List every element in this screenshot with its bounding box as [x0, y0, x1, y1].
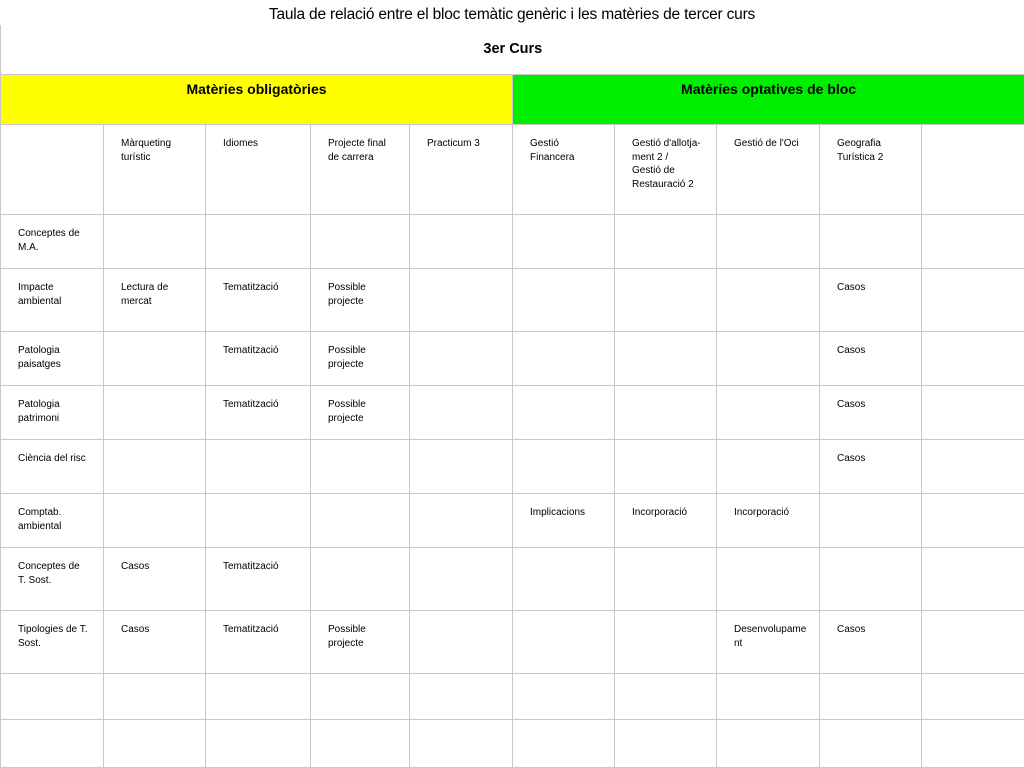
table-row [1, 494, 1024, 548]
cell-text [513, 332, 614, 344]
table-cell [206, 215, 311, 269]
table-cell [615, 215, 717, 269]
table-cell [820, 269, 922, 332]
cell-text [615, 332, 716, 344]
table-cell [922, 674, 1024, 720]
table-cell [922, 720, 1024, 768]
table-cell [104, 215, 206, 269]
table-cell [410, 494, 513, 548]
row-header-label [1, 720, 103, 732]
table-cell [206, 440, 311, 494]
table-cell [410, 269, 513, 332]
cell-text: Desenvolupame nt [734, 624, 807, 649]
table-row [1, 440, 1024, 494]
row-header-label: Tipologies de T. Sost. [18, 624, 88, 649]
cell-text [922, 674, 1024, 686]
table-cell [410, 611, 513, 674]
table-cell [410, 386, 513, 440]
cell-text [311, 215, 409, 227]
cell-text [922, 494, 1024, 506]
table-cell [104, 548, 206, 611]
mandatory-group-header [1, 75, 513, 125]
cell-text: Possible projecte [328, 624, 366, 649]
cell-text [513, 269, 614, 281]
cell-text: Lectura de mercat [121, 282, 169, 307]
row-header-label: Comptab. ambiental [18, 507, 62, 532]
cell-text [104, 215, 205, 227]
cell-text: Casos [837, 453, 866, 464]
table-cell [513, 720, 615, 768]
table-cell [410, 215, 513, 269]
cell-text [717, 269, 819, 281]
subject-header-cell [717, 125, 820, 215]
cell-text [820, 215, 921, 227]
table-cell [104, 494, 206, 548]
table-cell [615, 494, 717, 548]
cell-text [717, 332, 819, 344]
cell-text [615, 269, 716, 281]
cell-text [922, 611, 1024, 623]
table-cell [410, 548, 513, 611]
cell-text [513, 548, 614, 560]
table-cell [615, 386, 717, 440]
table-cell [206, 332, 311, 386]
cell-text [410, 548, 512, 560]
cell-text [922, 215, 1024, 227]
subject-header-cell [410, 125, 513, 215]
cell-text: Casos [837, 624, 866, 635]
cell-text: Possible projecte [328, 282, 366, 307]
table-cell [513, 548, 615, 611]
table-cell [104, 332, 206, 386]
table-cell [717, 548, 820, 611]
cell-text [717, 215, 819, 227]
page-title: Taula de relació entre el bloc temàtic genèric i les matèries de tercer curs [268, 6, 756, 23]
cell-text [922, 386, 1024, 398]
subject-header-label [922, 125, 1024, 137]
table-row [1, 269, 1024, 332]
table-cell [206, 720, 311, 768]
cell-text [513, 215, 614, 227]
subject-header-row [1, 125, 1024, 215]
cell-text [717, 720, 819, 732]
cell-text [717, 674, 819, 686]
row-header-label: Ciència del risc [18, 453, 86, 464]
cell-text [104, 386, 205, 398]
table-cell [513, 269, 615, 332]
row-header-label: Patologia paisatges [18, 345, 61, 370]
cell-text [410, 494, 512, 506]
table-cell [206, 548, 311, 611]
cell-text [513, 720, 614, 732]
subject-header-cell [206, 125, 311, 215]
table-cell [513, 674, 615, 720]
cell-text [615, 611, 716, 623]
table-row [1, 720, 1024, 768]
table-cell [311, 386, 410, 440]
subject-header-cell [615, 125, 717, 215]
table-cell [410, 440, 513, 494]
cell-text [206, 720, 310, 732]
cell-text: Possible projecte [328, 345, 366, 370]
table-row [1, 386, 1024, 440]
row-header-label: Impacte ambiental [18, 282, 62, 307]
row-header-label: Patologia patrimoni [18, 399, 60, 424]
cell-text: Tematització [223, 561, 279, 572]
row-header-cell [1, 548, 104, 611]
cell-text: Tematització [223, 399, 279, 410]
table-cell [615, 269, 717, 332]
table-cell [717, 215, 820, 269]
cell-text [410, 611, 512, 623]
table-cell [615, 332, 717, 386]
subject-header-cell [1, 125, 104, 215]
table-cell [820, 215, 922, 269]
table-cell [717, 269, 820, 332]
mandatory-group-label: Matèries obligatòries [186, 81, 327, 97]
course-header: 3er Curs [1, 25, 1024, 75]
table-cell [104, 611, 206, 674]
row-header-cell [1, 386, 104, 440]
table-cell [513, 494, 615, 548]
cell-text [104, 720, 205, 732]
table-cell [104, 269, 206, 332]
table-row [1, 611, 1024, 674]
cell-text [717, 548, 819, 560]
cell-text [410, 674, 512, 686]
table-cell [513, 386, 615, 440]
cell-text [104, 674, 205, 686]
table-row [1, 332, 1024, 386]
table-cell [820, 494, 922, 548]
cell-text [820, 674, 921, 686]
table-cell [206, 494, 311, 548]
subject-header-cell [922, 125, 1024, 215]
cell-text [410, 332, 512, 344]
table-cell [717, 494, 820, 548]
cell-text [615, 215, 716, 227]
table-cell [410, 332, 513, 386]
table-cell [820, 548, 922, 611]
subject-header-label: Projecte final de carrera [328, 138, 386, 163]
subject-header-label: Màrqueting turístic [121, 138, 172, 163]
cell-text: Casos [121, 624, 150, 635]
cell-text [615, 548, 716, 560]
optional-group-label: Matèries optatives de bloc [681, 81, 857, 97]
table-cell [513, 332, 615, 386]
table-cell [615, 440, 717, 494]
cell-text [206, 215, 310, 227]
subject-header-cell [820, 125, 922, 215]
optional-group-header [513, 75, 1024, 125]
table-cell [717, 332, 820, 386]
table-row [1, 674, 1024, 720]
table-cell [104, 386, 206, 440]
cell-text [410, 440, 512, 452]
table-cell [206, 269, 311, 332]
table-cell [311, 215, 410, 269]
row-header-cell [1, 494, 104, 548]
table-cell [104, 440, 206, 494]
table-row [1, 548, 1024, 611]
table-cell [206, 674, 311, 720]
table-cell [206, 386, 311, 440]
table-cell [410, 674, 513, 720]
cell-text: Possible projecte [328, 399, 366, 424]
course-row [1, 25, 1024, 75]
cell-text [717, 386, 819, 398]
row-header-cell [1, 269, 104, 332]
row-header-label: Conceptes de T. Sost. [18, 561, 80, 586]
subject-header-label: Gestió de l'Oci [734, 138, 799, 149]
cell-text [410, 269, 512, 281]
table-cell [311, 674, 410, 720]
table-cell [820, 386, 922, 440]
cell-text [922, 332, 1024, 344]
row-header-label: Conceptes de M.A. [18, 228, 80, 253]
cell-text: Casos [837, 399, 866, 410]
table-cell [922, 440, 1024, 494]
group-row [1, 75, 1024, 125]
cell-text: Casos [837, 345, 866, 356]
subject-header-label: Geografia Turística 2 [837, 138, 884, 163]
table-cell [311, 611, 410, 674]
cell-text [922, 548, 1024, 560]
subject-header-label: Gestió Financera [530, 138, 575, 163]
cell-text [206, 494, 310, 506]
cell-text: Tematització [223, 345, 279, 356]
subject-header-label [1, 125, 103, 137]
cell-text: Incorporació [632, 507, 688, 518]
cell-text [104, 440, 205, 452]
cell-text [410, 720, 512, 732]
row-header-cell [1, 332, 104, 386]
cell-text [922, 269, 1024, 281]
cell-text [820, 720, 921, 732]
row-header-label [1, 674, 103, 686]
cell-text [615, 386, 716, 398]
cell-text: Casos [121, 561, 150, 572]
table-cell [513, 215, 615, 269]
cell-text: Tematització [223, 624, 279, 635]
table-row [1, 215, 1024, 269]
table-cell [410, 720, 513, 768]
table-cell [513, 611, 615, 674]
table-cell [820, 611, 922, 674]
cell-text [311, 720, 409, 732]
table-cell [311, 440, 410, 494]
table-cell [820, 674, 922, 720]
cell-text [820, 548, 921, 560]
table-cell [104, 674, 206, 720]
table-cell [922, 332, 1024, 386]
table-cell [922, 269, 1024, 332]
cell-text [206, 674, 310, 686]
subject-header-label: Gestió d'allotja- ment 2 / Gestió de Restauració 2 [632, 138, 701, 190]
cell-text [513, 440, 614, 452]
table-cell [717, 440, 820, 494]
row-header-cell [1, 440, 104, 494]
subject-header-cell [513, 125, 615, 215]
table-cell [820, 332, 922, 386]
cell-text [922, 720, 1024, 732]
table-cell [717, 611, 820, 674]
table-cell [922, 386, 1024, 440]
cell-text [311, 440, 409, 452]
row-header-cell [1, 215, 104, 269]
cell-text [922, 440, 1024, 452]
table-cell [922, 611, 1024, 674]
table-cell [717, 674, 820, 720]
table-cell [615, 611, 717, 674]
cell-text: Tematització [223, 282, 279, 293]
table-cell [206, 611, 311, 674]
cell-text [206, 440, 310, 452]
cell-text [615, 674, 716, 686]
row-header-cell [1, 720, 104, 768]
subject-header-cell [311, 125, 410, 215]
table-cell [820, 720, 922, 768]
table-cell [615, 548, 717, 611]
cell-text [410, 386, 512, 398]
table-cell [311, 332, 410, 386]
table-cell [311, 269, 410, 332]
table-cell [922, 215, 1024, 269]
table-cell [311, 548, 410, 611]
cell-text [820, 494, 921, 506]
cell-text [311, 494, 409, 506]
row-header-cell [1, 611, 104, 674]
table-cell [615, 674, 717, 720]
cell-text [311, 548, 409, 560]
relation-table [0, 25, 1024, 768]
cell-text [311, 674, 409, 686]
cell-text [104, 494, 205, 506]
cell-text [513, 674, 614, 686]
subject-header-label: Practicum 3 [427, 138, 480, 149]
table-cell [513, 440, 615, 494]
table-cell [717, 720, 820, 768]
cell-text: Incorporació [734, 507, 790, 518]
table-cell [104, 720, 206, 768]
cell-text [513, 611, 614, 623]
table-cell [615, 720, 717, 768]
subject-header-cell [104, 125, 206, 215]
cell-text [104, 332, 205, 344]
cell-text [615, 440, 716, 452]
cell-text: Implicacions [530, 507, 586, 518]
cell-text [717, 440, 819, 452]
cell-text [513, 386, 614, 398]
table-cell [311, 720, 410, 768]
table-cell [311, 494, 410, 548]
cell-text: Casos [837, 282, 866, 293]
cell-text [410, 215, 512, 227]
table-cell [922, 494, 1024, 548]
table-cell [717, 386, 820, 440]
table-cell [820, 440, 922, 494]
table-cell [922, 548, 1024, 611]
cell-text [615, 720, 716, 732]
subject-header-label: Idiomes [223, 138, 259, 149]
row-header-cell [1, 674, 104, 720]
